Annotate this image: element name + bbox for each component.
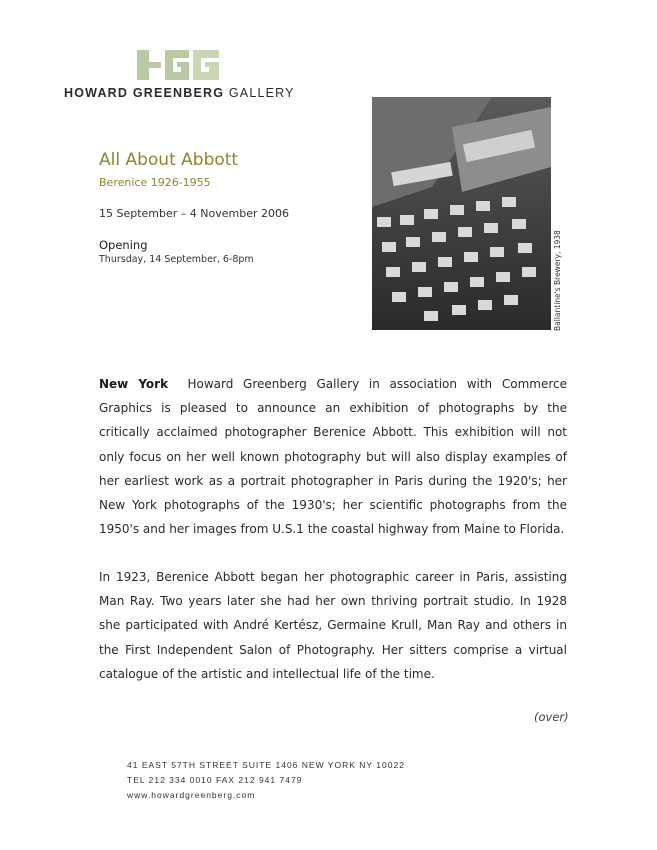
- gallery-name: [64, 86, 295, 100]
- gallery-name-regular: GALLERY: [228, 86, 295, 100]
- intro-location: New York: [99, 377, 169, 391]
- history-paragraph: In 1923, Berenice Abbott began her photographic career in Paris, assisting Man Ray. Two years later she had her own thriving portrait studio. In 1928 she participated with André Kertész, Germaine Krull, Man Ray and others in the First Independent Salon of Photography. Her sitters comprise a virtual catalogue of the artistic and intellectual life of the time.: [99, 570, 567, 681]
- over-note: (over): [534, 710, 569, 724]
- opening-label: Opening: [99, 238, 148, 252]
- footer-phone: TEL 212 334 0010 FAX 212 941 7479: [127, 775, 303, 785]
- exhibition-title: All About Abbott: [99, 150, 239, 170]
- opening-detail: Thursday, 14 September, 6-8pm: [99, 254, 254, 265]
- exhibition-subtitle: Berenice 1926-1955: [99, 176, 211, 189]
- exhibition-dates: 15 September – 4 November 2006: [99, 207, 289, 220]
- photo-caption: Ballantine's Brewery, 1938: [553, 230, 562, 331]
- footer-address: 41 EAST 57TH STREET SUITE 1406 NEW YORK NY 10022: [127, 760, 405, 770]
- intro-text: Howard Greenberg Gallery in association with Commerce Graphics is pleased to announce an exhibition of photographs by the critically acclaimed photographer Berenice Abbott. This exhibition will not only focus on her well known photography but will also display examples of her earliest work as a portrait photographer in Paris during the 1920's; her New York photographs of the 1930's; her scientific photographs from the 1950's and her images from U.S.1 the coastal highway from Maine to Florida.: [99, 377, 567, 537]
- footer-website[interactable]: www.howardgreenberg.com: [127, 790, 256, 800]
- intro-paragraph: [99, 372, 567, 541]
- gallery-name-bold: HOWARD GREENBERG: [64, 86, 225, 100]
- gallery-logo-mark: [137, 50, 219, 80]
- exhibition-photo: [372, 97, 551, 330]
